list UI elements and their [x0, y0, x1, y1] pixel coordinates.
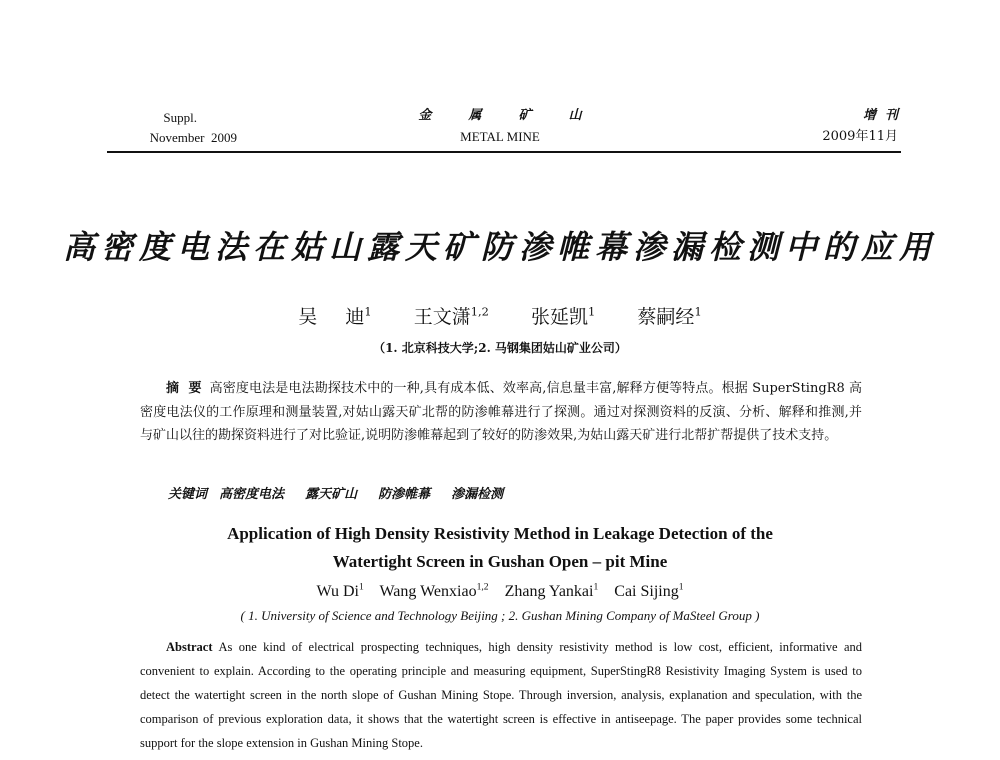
keywords-cn-label: 关键词: [168, 487, 208, 502]
abstract-en: [140, 635, 862, 755]
paper-title-cn: 高密度电法在姑山露天矿防渗帷幕渗漏检测中的应用: [62, 228, 937, 266]
author-en: Zhang Yankai$^1$: [504, 581, 599, 600]
header-rule: [107, 151, 901, 153]
abstract-en-text: As one kind of electrical prospecting techniques, high density resistivity method is low cost, efficient, informative and convenient to explain. According to the operating principle and measuring equipment, SuperStingR8 Resistivity Imaging System is used to detect the watertight screen in the north slope of Gushan Mining Stope. Through inversion, analysis, explanation and speculation, with the comparison of previous exploration data, it shows that the watertight screen is effective in antiseepage. The paper provides some technical support for the slope extension in Gushan Mining Stope.: [140, 640, 862, 750]
journal-suppl: Suppl.: [163, 110, 197, 125]
paper-title-en: [0, 520, 1000, 576]
journal-issue-cn: 增 刊: [862, 108, 898, 123]
author-cn: 吴 迪$^1$: [298, 304, 372, 328]
affiliation-cn: （1. 北京科技大学;2. 马钢集团姑山矿业公司）: [373, 341, 627, 355]
journal-name-cn: 金 属 矿 山: [418, 108, 582, 123]
author-cn: 王文潇$^{1,2}$: [413, 304, 489, 328]
affiliation-en: ( 1. University of Science and Technology Beijing ; 2. Gushan Mining Company of MaSteel Group ): [240, 608, 760, 623]
keywords-cn-text: 高密度电法 露天矿山 防渗帷幕 渗漏检测: [219, 487, 504, 502]
header-center: [400, 107, 600, 146]
header-left: [107, 109, 237, 147]
authors-cn: [0, 302, 1000, 329]
abstract-cn-text: 高密度电法是电法勘探技术中的一种,具有成本低、效率高,信息量丰富,解释方便等特点。根据 SuperStingR8 高密度电法仪的工作原理和测量装置,对姑山露天矿北帮的防渗帷幕进行了探测。通过对探测资料的反演、分析、解释和推测,并与矿山以往的勘探资料进行了对比验证,说明防渗帷幕起到了较好的防渗效果,为姑山露天矿进行北帮扩帮提供了技术支持。: [140, 381, 862, 443]
keywords-cn: [168, 483, 503, 502]
abstract-cn: [140, 377, 862, 448]
journal-name-en: METAL MINE: [460, 129, 540, 144]
abstract-en-label: Abstract: [166, 640, 213, 654]
author-en: Wang Wenxiao$^{1,2}$: [379, 581, 489, 600]
authors-en: [0, 583, 1000, 601]
paper-title-en-line2: Watertight Screen in Gushan Open – pit Mine: [332, 552, 668, 571]
author-cn: 蔡嗣经$^1$: [637, 304, 702, 328]
paper-title-en-line1: Application of High Density Resistivity Method in Leakage Detection of the: [227, 524, 773, 543]
abstract-cn-label: 摘 要: [166, 381, 202, 396]
header-right: [780, 107, 898, 146]
journal-date-en: November 2009: [149, 130, 237, 145]
author-en: Wu Di$^1$: [316, 581, 364, 600]
author-en: Cai Sijing$^1$: [614, 581, 684, 600]
journal-date-cn: 2009年11月: [822, 129, 898, 144]
author-cn: 张延凯$^1$: [531, 304, 596, 328]
